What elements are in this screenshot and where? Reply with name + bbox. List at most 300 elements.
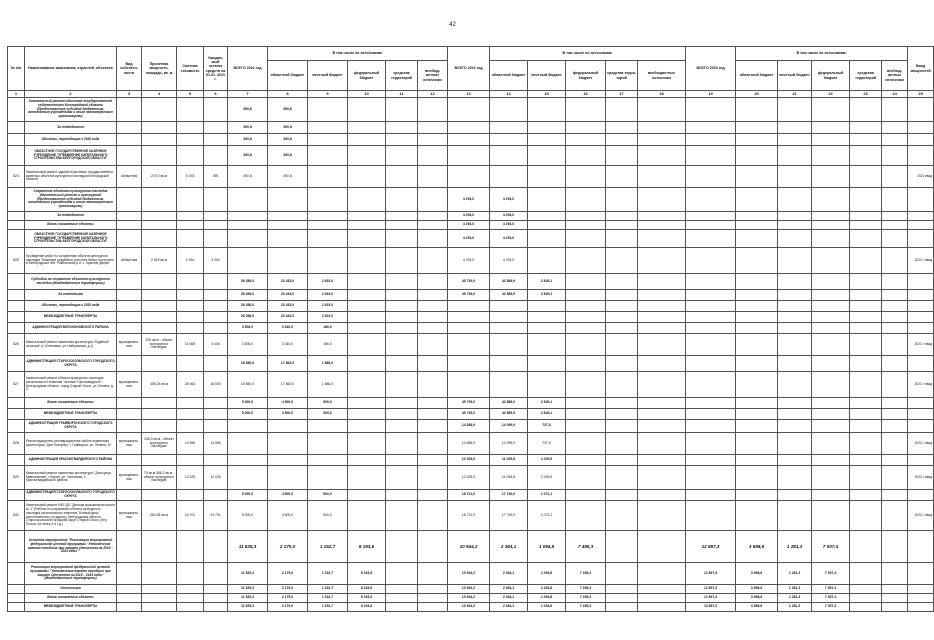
value-cell: 1 009,5	[528, 455, 566, 466]
row-name: Капитальный ремонт зданий отраслевых государственных казенных объектов культурного наследия Белгородской области	[25, 166, 117, 188]
value-cell	[812, 98, 850, 122]
value-cell	[638, 334, 686, 356]
row-number	[8, 290, 25, 301]
value-cell	[418, 594, 448, 603]
value-cell: 737,0	[528, 420, 566, 433]
value-cell	[348, 248, 386, 274]
value-cell: 24 701	[177, 501, 204, 531]
commissioning-cell	[908, 455, 934, 466]
value-cell	[686, 466, 736, 490]
value-cell: 4 500,0	[268, 490, 308, 501]
commissioning-cell	[908, 409, 934, 420]
value-cell	[386, 563, 418, 585]
value-cell	[882, 290, 908, 301]
value-cell: 14 836,0	[448, 433, 490, 455]
value-cell	[736, 356, 778, 372]
commissioning-cell: 2022 г. ввод	[908, 466, 934, 490]
row-number	[8, 122, 25, 134]
value-cell	[308, 146, 348, 166]
value-cell: 5 193	[177, 166, 204, 188]
value-cell: 12 897,3	[686, 585, 736, 594]
value-cell	[736, 248, 778, 274]
value-cell	[386, 603, 418, 612]
value-cell	[736, 490, 778, 501]
value-cell	[812, 274, 850, 290]
value-cell: 2 179,0	[268, 563, 308, 585]
attribute-cell	[117, 98, 142, 122]
attribute-cell	[117, 122, 142, 134]
value-cell	[204, 455, 228, 466]
value-cell: 10 944,2	[448, 603, 490, 612]
value-cell	[778, 455, 812, 466]
value-cell	[204, 312, 228, 323]
value-cell	[348, 433, 386, 455]
value-cell	[386, 221, 418, 230]
value-cell	[812, 323, 850, 334]
value-cell	[348, 122, 386, 134]
value-cell	[348, 98, 386, 122]
row-number	[8, 356, 25, 372]
value-cell	[204, 323, 228, 334]
value-cell	[308, 188, 348, 212]
value-cell	[686, 274, 736, 290]
row-name: За подведомств	[25, 212, 117, 221]
value-cell	[778, 323, 812, 334]
value-cell	[566, 501, 606, 531]
value-cell	[177, 146, 204, 166]
value-cell	[686, 248, 736, 274]
value-cell	[386, 230, 418, 248]
value-cell	[812, 420, 850, 433]
column-number-row	[8, 91, 934, 98]
value-cell	[204, 230, 228, 248]
value-cell: 12 025	[177, 466, 204, 490]
value-cell	[882, 455, 908, 466]
row-number	[8, 531, 25, 563]
value-cell	[882, 490, 908, 501]
value-cell	[850, 585, 882, 594]
value-cell: 1 886,0	[308, 372, 348, 398]
attribute-cell	[117, 563, 142, 585]
value-cell	[778, 334, 812, 356]
value-cell	[566, 230, 606, 248]
attribute-cell	[117, 420, 142, 433]
value-cell: 4 294,0	[490, 188, 528, 212]
value-cell	[490, 166, 528, 188]
row-number	[8, 301, 25, 312]
value-cell	[566, 134, 606, 146]
value-cell: 26 064	[177, 372, 204, 398]
value-cell	[448, 301, 490, 312]
hdr-local-2022: местный бюджет	[528, 61, 566, 91]
value-cell: 1 009,5	[528, 466, 566, 490]
attribute-cell	[117, 490, 142, 501]
value-cell	[638, 409, 686, 420]
value-cell: 4 294,0	[490, 248, 528, 274]
value-cell: 4 294,0	[448, 248, 490, 274]
value-cell	[566, 212, 606, 221]
value-cell: 2 179,0	[268, 594, 308, 603]
value-cell	[606, 146, 638, 166]
value-cell	[177, 455, 204, 466]
table-row	[8, 230, 934, 248]
value-cell	[686, 166, 736, 188]
value-cell	[812, 409, 850, 420]
value-cell: 3 698,6	[736, 563, 778, 585]
value-cell	[850, 274, 882, 290]
value-cell	[882, 221, 908, 230]
table-row	[8, 466, 934, 490]
value-cell	[308, 166, 348, 188]
value-cell	[606, 433, 638, 455]
value-cell	[850, 323, 882, 334]
value-cell	[736, 323, 778, 334]
row-name: Проведение работ по сохранению объекта культурного наследия "Комплекс усадебных построек банка, построено в Белгородской обл. Ракитянский р-н, с. Красное Дворы"	[25, 248, 117, 274]
value-cell	[882, 433, 908, 455]
row-name: Капитальный ремонт объекта культурного наследия регионального значения "Актовое Горнозаводское", Белгородская область, город Старый Оскол, ул. Ленина, д. 3	[25, 372, 117, 398]
table-row	[8, 334, 934, 356]
attribute-cell: муниципаль-ная	[117, 466, 142, 490]
value-cell	[386, 323, 418, 334]
value-cell	[418, 603, 448, 612]
value-cell	[638, 122, 686, 134]
value-cell	[812, 490, 850, 501]
column-number: 11	[386, 91, 418, 98]
value-cell	[490, 356, 528, 372]
value-cell: 2 849,1	[528, 290, 566, 301]
value-cell: 1 152,7	[308, 563, 348, 585]
column-number: 15	[528, 91, 566, 98]
value-cell	[490, 334, 528, 356]
value-cell: 12 897,3	[686, 594, 736, 603]
value-cell: 14 069	[177, 334, 204, 356]
value-cell	[606, 274, 638, 290]
value-cell	[348, 409, 386, 420]
column-number: 21	[778, 91, 812, 98]
commissioning-cell	[908, 230, 934, 248]
row-number	[8, 490, 25, 501]
attribute-cell: муниципаль-ная	[117, 372, 142, 398]
value-cell: 166,0	[308, 323, 348, 334]
value-cell	[204, 188, 228, 212]
value-cell	[386, 433, 418, 455]
table-row	[8, 134, 934, 146]
value-cell: 3 506,0	[228, 323, 268, 334]
value-cell	[882, 323, 908, 334]
value-cell: 4 294	[204, 248, 228, 274]
value-cell: 3 698,6	[736, 531, 778, 563]
value-cell	[308, 134, 348, 146]
value-cell	[490, 122, 528, 134]
value-cell	[386, 301, 418, 312]
value-cell	[736, 312, 778, 323]
attribute-cell	[117, 409, 142, 420]
value-cell	[606, 230, 638, 248]
commissioning-cell	[908, 603, 934, 612]
value-cell	[686, 301, 736, 312]
value-cell	[686, 433, 736, 455]
attribute-cell	[142, 490, 177, 501]
value-cell	[204, 594, 228, 603]
value-cell	[418, 563, 448, 585]
attribute-cell	[117, 188, 142, 212]
value-cell	[882, 212, 908, 221]
value-cell: 1 094,8	[528, 563, 566, 585]
table-row	[8, 98, 934, 122]
value-cell	[638, 290, 686, 301]
table-row	[8, 490, 934, 501]
value-cell	[204, 409, 228, 420]
attribute-cell	[142, 356, 177, 372]
commissioning-cell: 2022 г. ввод	[908, 433, 934, 455]
value-cell	[638, 372, 686, 398]
value-cell: 11 525,3	[228, 585, 268, 594]
value-cell	[490, 301, 528, 312]
row-name: Реализация мероприятий федеральной целевой программы "Увековечение памяти погибших при защите Отечества на 2019 – 2024 годы" (Межбюджетные трансферты)	[25, 563, 117, 585]
value-cell	[177, 603, 204, 612]
value-cell: 10 944,2	[448, 563, 490, 585]
value-cell	[528, 188, 566, 212]
value-cell	[686, 134, 736, 146]
value-cell: 7 495,3	[566, 603, 606, 612]
value-cell: 5 000,0	[228, 409, 268, 420]
value-cell	[882, 98, 908, 122]
value-cell	[566, 146, 606, 166]
value-cell	[778, 98, 812, 122]
value-cell	[686, 312, 736, 323]
value-cell: 18 721,0	[448, 501, 490, 531]
value-cell	[606, 420, 638, 433]
value-cell	[850, 603, 882, 612]
value-cell	[418, 146, 448, 166]
value-cell: 18 850,0	[228, 372, 268, 398]
value-cell	[566, 312, 606, 323]
value-cell: 2 923,0	[308, 274, 348, 290]
value-cell	[812, 312, 850, 323]
value-cell: 1 281,3	[778, 603, 812, 612]
value-cell	[606, 212, 638, 221]
value-cell	[686, 490, 736, 501]
value-cell: 18 850,0	[228, 356, 268, 372]
attribute-cell	[142, 134, 177, 146]
value-cell	[606, 501, 638, 531]
commissioning-cell	[908, 585, 934, 594]
attribute-cell: муниципаль-ная	[117, 501, 142, 531]
value-cell: 17 749,0	[490, 501, 528, 531]
value-cell: 390	[204, 166, 228, 188]
commissioning-cell	[908, 98, 934, 122]
value-cell	[228, 455, 268, 466]
value-cell	[386, 490, 418, 501]
value-cell	[686, 455, 736, 466]
value-cell: 2 179,0	[268, 603, 308, 612]
value-cell	[606, 398, 638, 409]
value-cell: 7 495,3	[566, 563, 606, 585]
hdr-name: Наименование заказчиков, отраслей, объектов	[25, 47, 117, 91]
value-cell	[850, 490, 882, 501]
value-cell	[812, 290, 850, 301]
value-cell	[638, 166, 686, 188]
value-cell	[177, 212, 204, 221]
attribute-cell	[142, 563, 177, 585]
value-cell	[606, 372, 638, 398]
value-cell: 26 356,0	[228, 301, 268, 312]
attribute-cell	[117, 323, 142, 334]
value-cell	[850, 334, 882, 356]
value-cell	[606, 356, 638, 372]
value-cell	[686, 188, 736, 212]
value-cell	[778, 188, 812, 212]
table-row	[8, 312, 934, 323]
hdr-territory-2022: средства терри-торий	[606, 61, 638, 91]
value-cell	[638, 433, 686, 455]
value-cell	[638, 134, 686, 146]
value-cell	[812, 134, 850, 146]
hdr-capacity: Проектная мощность, площадь, кв. м	[142, 47, 177, 91]
row-name: Объекты, переходящие с 2020 года	[25, 301, 117, 312]
value-cell	[638, 603, 686, 612]
value-cell: 2 170,0	[268, 531, 308, 563]
row-number: 830	[8, 501, 25, 531]
value-cell	[686, 221, 736, 230]
attribute-cell	[142, 290, 177, 301]
attribute-cell	[117, 230, 142, 248]
value-cell	[386, 409, 418, 420]
row-name: Сохранение объектов культурного наследия (Капитальный ремонт и культурный (Предоставление субсидий бюджетным, автономным учреждениям и иным некоммерческим организациям)	[25, 188, 117, 212]
value-cell	[204, 398, 228, 409]
value-cell	[686, 122, 736, 134]
value-cell	[268, 230, 308, 248]
value-cell	[308, 420, 348, 433]
value-cell	[386, 356, 418, 372]
value-cell	[308, 221, 348, 230]
value-cell	[736, 301, 778, 312]
value-cell: 18 721,0	[448, 490, 490, 501]
value-cell	[778, 274, 812, 290]
value-cell	[850, 594, 882, 603]
commissioning-cell	[908, 312, 934, 323]
row-number	[8, 134, 25, 146]
value-cell: 390,8	[268, 122, 308, 134]
value-cell: 2 179,0	[268, 585, 308, 594]
value-cell	[606, 301, 638, 312]
value-cell	[566, 323, 606, 334]
value-cell	[606, 122, 638, 134]
row-number	[8, 455, 25, 466]
column-number: 5	[177, 91, 204, 98]
attribute-cell: 79 кв.м 396,2 кв.м - объект культурного наследия	[142, 466, 177, 490]
row-name: Объекты, переходящие с 2020 года	[25, 134, 117, 146]
table-row	[8, 188, 934, 212]
row-number	[8, 230, 25, 248]
hdr-group-2022: В том числе по источникам:	[490, 47, 686, 61]
value-cell	[686, 212, 736, 221]
value-cell	[490, 98, 528, 122]
row-number	[8, 312, 25, 323]
value-cell	[778, 230, 812, 248]
value-cell	[528, 230, 566, 248]
value-cell	[686, 420, 736, 433]
value-cell: 8 193,6	[348, 531, 386, 563]
value-cell: 12 897,3	[686, 603, 736, 612]
commissioning-cell: 2021 ввод	[908, 166, 934, 188]
value-cell	[177, 134, 204, 146]
hdr-group-2021: В том числе по источникам:	[268, 47, 448, 61]
value-cell	[638, 455, 686, 466]
value-cell	[778, 490, 812, 501]
value-cell	[736, 466, 778, 490]
value-cell	[386, 531, 418, 563]
value-cell: 8 193,6	[348, 603, 386, 612]
value-cell	[386, 134, 418, 146]
value-cell: 2 923,0	[308, 312, 348, 323]
value-cell	[177, 312, 204, 323]
value-cell: 4 294,0	[490, 221, 528, 230]
value-cell	[566, 221, 606, 230]
value-cell: 10 944,2	[448, 531, 490, 563]
value-cell	[204, 356, 228, 372]
value-cell	[448, 134, 490, 146]
column-number: 4	[142, 91, 177, 98]
value-cell: 4 294,0	[448, 221, 490, 230]
value-cell	[418, 372, 448, 398]
hdr-regional-2022: областной бюджет	[490, 61, 528, 91]
value-cell	[386, 501, 418, 531]
value-cell	[638, 466, 686, 490]
value-cell: 2 364,1	[490, 603, 528, 612]
value-cell	[736, 166, 778, 188]
value-cell	[177, 221, 204, 230]
attribute-cell: областная	[117, 248, 142, 274]
commissioning-cell: 2021 г. ввод	[908, 372, 934, 398]
value-cell	[418, 188, 448, 212]
row-name: АДМИНИСТРАЦИЯ СТАРООСКОЛЬСКОГО ГОРОДСКОГО ОКРУГА	[25, 356, 117, 372]
value-cell: 8 193,6	[348, 594, 386, 603]
value-cell	[638, 585, 686, 594]
value-cell	[177, 409, 204, 420]
value-cell: 11 035,5	[490, 466, 528, 490]
value-cell	[778, 433, 812, 455]
value-cell	[268, 420, 308, 433]
value-cell	[812, 248, 850, 274]
value-cell	[204, 146, 228, 166]
value-cell	[348, 301, 386, 312]
value-cell	[528, 312, 566, 323]
value-cell	[528, 248, 566, 274]
value-cell	[882, 166, 908, 188]
attribute-cell	[142, 221, 177, 230]
column-number: 2	[25, 91, 117, 98]
hdr-federal-2022: федеральный бюджет	[566, 61, 606, 91]
value-cell	[638, 490, 686, 501]
value-cell: 23 433,0	[268, 290, 308, 301]
table-row	[8, 221, 934, 230]
value-cell: 11 035,5	[490, 455, 528, 466]
value-cell	[778, 372, 812, 398]
commissioning-cell	[908, 188, 934, 212]
value-cell	[348, 312, 386, 323]
value-cell	[882, 146, 908, 166]
value-cell	[812, 398, 850, 409]
value-cell	[736, 372, 778, 398]
value-cell	[386, 212, 418, 221]
row-number	[8, 212, 25, 221]
column-number: 10	[348, 91, 386, 98]
value-cell: 16 000	[204, 372, 228, 398]
value-cell: 2 923,0	[308, 290, 348, 301]
value-cell	[528, 356, 566, 372]
attribute-cell	[142, 409, 177, 420]
